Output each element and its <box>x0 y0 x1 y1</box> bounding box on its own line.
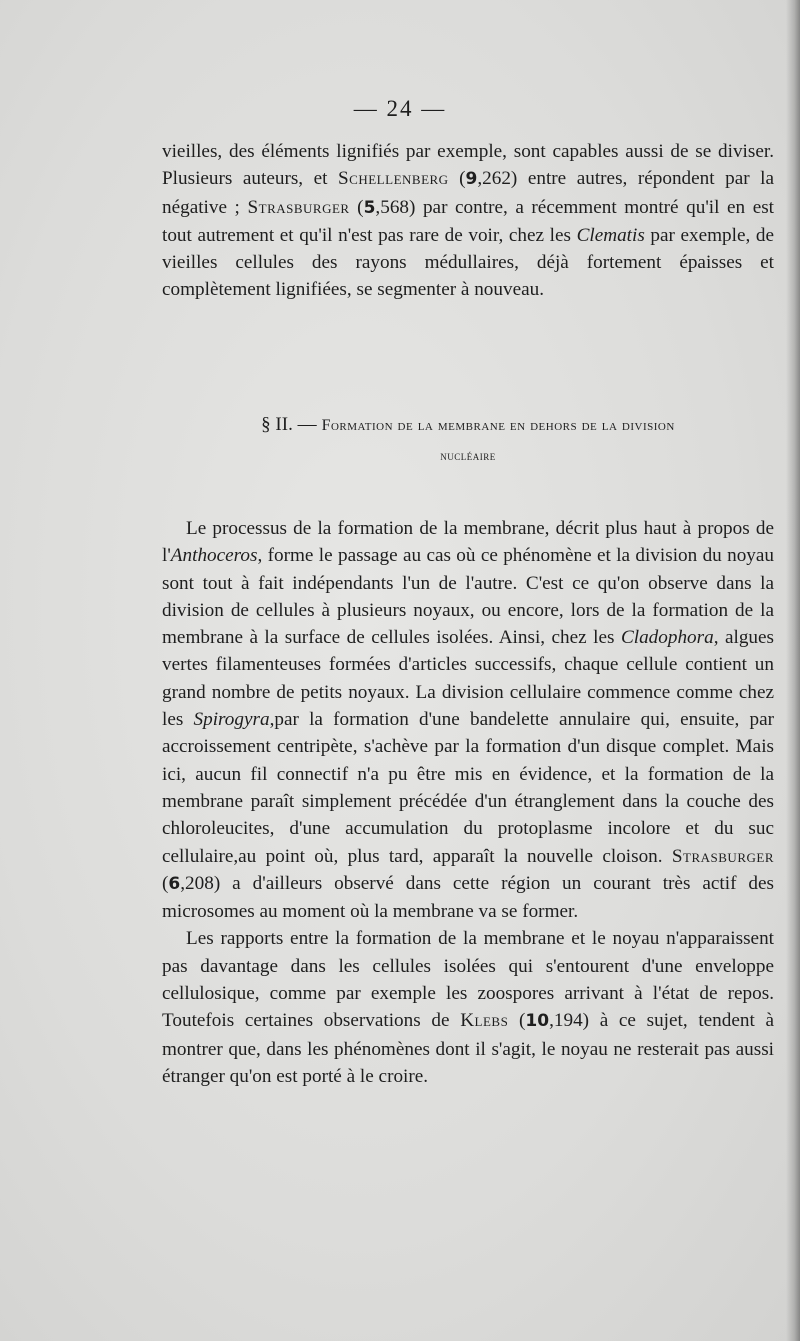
paragraph-3 <box>162 925 774 1090</box>
author-name: Klebs <box>460 1010 509 1032</box>
text-run: ( <box>508 1010 526 1032</box>
text-run: ,208) a d'ailleurs observé dans cette région un courant très actif des microsomes au moment où la membrane va se former. <box>162 872 774 923</box>
genus-name: Anthoceros <box>170 545 258 567</box>
section-title: Formation de la membrane en dehors de la division <box>321 417 675 434</box>
text-run: ,568) par contre, a récemment montré qu'il en est tout autrement et qu'il n'est pas rare de voir, chez les <box>162 196 775 246</box>
section-mark: § II. — <box>261 414 317 435</box>
text-run: , forme le passage au cas où ce phénomène et la division du noyau sont tout à fait indépendants l'un de l'autre. C'est ce qu'on observe dans la division de cellules à plusieurs noyaux, ou encore, lors de la formation de la membrane à la surface de cellules isolées. Ainsi, chez les <box>162 545 774 649</box>
text-run: Les rapports entre la formation de la membrane et le noyau n'apparaissent pas davantage dans les cellules isolées qui s'entourent d'une enveloppe cellulosique, comme par exemple les zoospores arrivant à l'état de repos. Toutefois certaines observations de <box>162 928 774 1032</box>
text-block-top <box>162 138 774 304</box>
section-title-continued: nucléaire <box>440 448 496 463</box>
text-run: , algues vertes filamenteuses formées d'articles successifs, chaque cellule contient un grand nombre de petits noyaux. La division cellulaire commence comme chez les <box>162 627 774 731</box>
text-run: ( <box>162 872 169 894</box>
text-run: Le processus de la formation de la membrane, décrit plus haut à propos de l' <box>162 518 774 567</box>
genus-name: Spirogyra <box>193 709 270 731</box>
genus-name: Cladophora <box>620 627 714 649</box>
text-run: ( <box>349 196 364 218</box>
genus-name: Clematis <box>576 224 645 246</box>
reference-number: 5 <box>363 197 376 218</box>
text-run: vieilles, des éléments lignifiés par exemple, sont capables aussi de se diviser. Plusieurs auteurs, et <box>162 141 774 190</box>
paragraph-2 <box>162 515 774 925</box>
reference-number: 9 <box>465 169 478 190</box>
text-run: ,par la formation d'une bandelette annulaire qui, ensuite, par accroissement centripète, s'achève par la formation d'un disque complet. Mais ici, aucun fil connectif n'a pu être mis en évidence, et la formation de la membrane paraît simplement précédée d'un étranglement dans la couche des chloroleucites, d'une accumulation du protoplasme incolore et du suc cellulaire,au point où, plus tard, apparaît la nouvelle cloison. <box>162 709 774 867</box>
paragraph-1 <box>162 138 774 304</box>
reference-number: 6 <box>168 873 181 894</box>
author-name: Schellenberg <box>338 168 449 190</box>
section-heading <box>162 410 774 471</box>
author-name: Strasburger <box>247 196 350 218</box>
text-run: ( <box>448 168 466 190</box>
page-edge-shadow <box>786 0 800 1341</box>
text-run: ,194) à ce sujet, tendent à montrer que, dans les phénomènes dont il s'agit, le noyau ne resterait pas aussi étranger qu'on est porté à le croire. <box>162 1010 775 1087</box>
reference-number: 10 <box>525 1011 550 1032</box>
text-block-main <box>162 515 774 1090</box>
author-name: Strasburger <box>671 845 774 867</box>
page-number: — 24 — <box>353 96 447 121</box>
text-run: ,262) entre autres, répondent par la négative ; <box>162 168 774 218</box>
text-run: par exemple, de vieilles cellules des rayons médullaires, déjà fortement épaisses et complètement lignifiées, se segmenter à nouveau. <box>162 224 774 301</box>
